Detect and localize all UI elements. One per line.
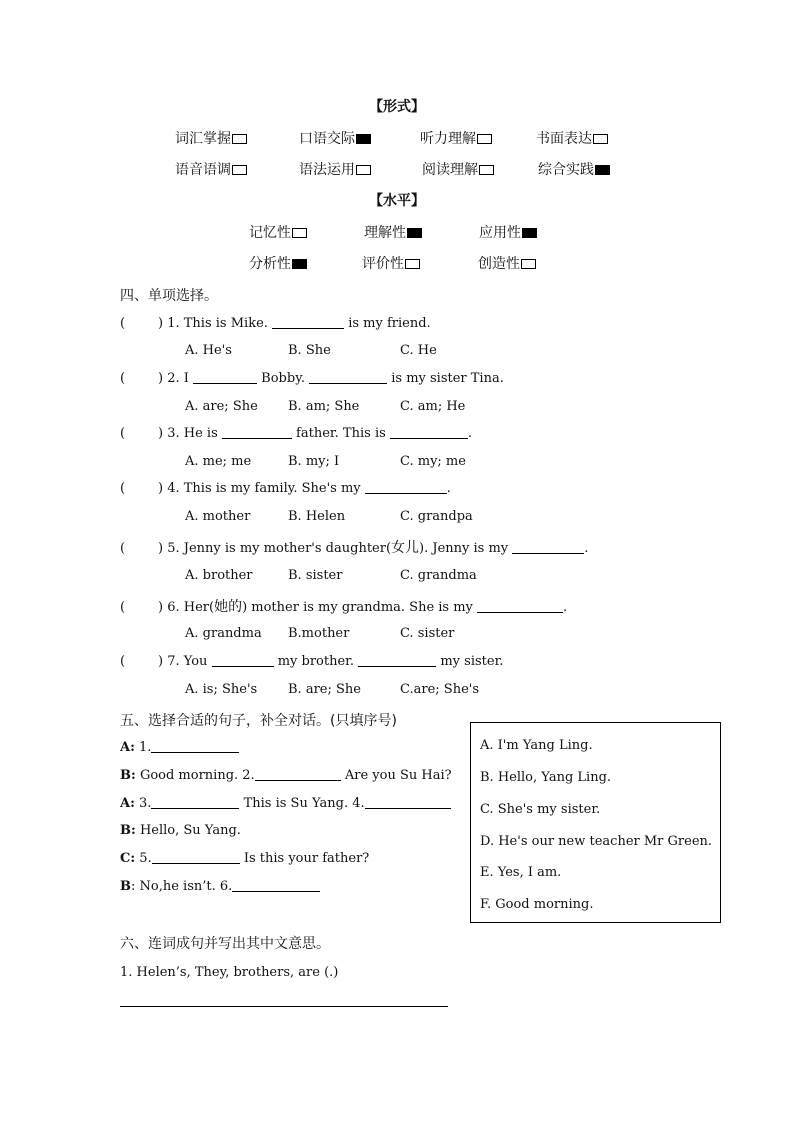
answer-blank[interactable] bbox=[365, 481, 447, 494]
checkbox-checked-icon bbox=[356, 134, 371, 144]
checkbox-icon bbox=[477, 134, 492, 144]
dialogue-line: B: Good morning. 2. Are you Su Hai? bbox=[120, 768, 452, 783]
option-c: C.are; She's bbox=[400, 682, 480, 697]
form-item[interactable]: 书面表达 bbox=[536, 128, 608, 148]
option-c: C. my; me bbox=[400, 454, 466, 469]
question-5: ( ) 5. Jenny is my mother's daughter(女儿). Jenny is my . bbox=[120, 540, 589, 556]
option-c: C. am; He bbox=[400, 399, 466, 414]
answer-blank[interactable] bbox=[222, 426, 292, 439]
options-6 bbox=[185, 626, 454, 641]
option-a: A. grandma bbox=[185, 626, 262, 641]
question-1: ( ) 1. This is Mike. is my friend. bbox=[120, 316, 431, 331]
answer-blank[interactable] bbox=[255, 768, 341, 781]
option-c: C. grandpa bbox=[400, 509, 473, 524]
option-a: A. is; She's bbox=[185, 682, 258, 697]
section5-title: 五、选择合适的句子，补全对话。(只填序号) bbox=[120, 713, 397, 729]
checkbox-checked-icon bbox=[522, 228, 537, 238]
checkbox-icon bbox=[292, 228, 307, 238]
question-7: ( ) 7. You my brother. my sister. bbox=[120, 654, 504, 669]
dialogue-line: B: No,he isn’t. 6. bbox=[120, 879, 320, 894]
level-item[interactable]: 创造性 bbox=[478, 253, 536, 273]
checkbox-checked-icon bbox=[292, 259, 307, 269]
checkbox-icon bbox=[232, 165, 247, 175]
checkbox-icon bbox=[356, 165, 371, 175]
option-a: A. are; She bbox=[185, 399, 258, 414]
option-c: C. He bbox=[400, 343, 437, 358]
level-item[interactable]: 应用性 bbox=[479, 222, 537, 242]
choice-f: F. Good morning. bbox=[480, 897, 594, 912]
level-item[interactable]: 分析性 bbox=[249, 253, 307, 273]
answer-blank[interactable] bbox=[358, 654, 436, 667]
option-b: B. She bbox=[288, 343, 331, 358]
level-item[interactable]: 理解性 bbox=[364, 222, 422, 242]
form-item[interactable]: 口语交际 bbox=[299, 128, 371, 148]
option-a: A. mother bbox=[185, 509, 251, 524]
option-a: A. me; me bbox=[185, 454, 252, 469]
level-item[interactable]: 记忆性 bbox=[249, 222, 307, 242]
answer-blank[interactable] bbox=[365, 796, 451, 809]
options-7 bbox=[185, 682, 479, 697]
answer-blank[interactable] bbox=[232, 879, 320, 892]
checkbox-icon bbox=[405, 259, 420, 269]
form-item[interactable]: 语音语调 bbox=[175, 159, 247, 179]
form-item[interactable]: 语法运用 bbox=[299, 159, 371, 179]
option-c: C. sister bbox=[400, 626, 455, 641]
answer-blank[interactable] bbox=[212, 654, 274, 667]
option-a: A. brother bbox=[185, 568, 253, 583]
answer-blank[interactable] bbox=[193, 371, 257, 384]
question-2: ( ) 2. I Bobby. is my sister Tina. bbox=[120, 371, 504, 386]
dialogue-line: B: Hello, Su Yang. bbox=[120, 823, 241, 838]
options-5 bbox=[185, 568, 477, 583]
option-b: B. are; She bbox=[288, 682, 361, 697]
form-section-title: 【形式】 bbox=[369, 99, 425, 115]
option-b: B. sister bbox=[288, 568, 343, 583]
section6-title: 六、连词成句并写出其中文意思。 bbox=[120, 936, 330, 952]
answer-blank[interactable] bbox=[152, 851, 240, 864]
question-6: ( ) 6. Her(她的) mother is my grandma. She is my . bbox=[120, 599, 568, 615]
answer-blank[interactable] bbox=[390, 426, 468, 439]
dialogue-line: A: 3. This is Su Yang. 4. bbox=[120, 796, 451, 811]
option-b: B. am; She bbox=[288, 399, 360, 414]
option-b: B.mother bbox=[288, 626, 350, 641]
dialogue-line: A: 1. bbox=[120, 740, 239, 755]
form-item[interactable]: 阅读理解 bbox=[422, 159, 494, 179]
options-4 bbox=[185, 509, 473, 524]
section6-question-1: 1. Helen’s, They, brothers, are (.) bbox=[120, 965, 339, 980]
option-b: B. my; I bbox=[288, 454, 340, 469]
question-3: ( ) 3. He is father. This is . bbox=[120, 426, 473, 441]
checkbox-checked-icon bbox=[595, 165, 610, 175]
option-a: A. He's bbox=[185, 343, 232, 358]
checkbox-checked-icon bbox=[407, 228, 422, 238]
form-item[interactable]: 综合实践 bbox=[538, 159, 610, 179]
options-1 bbox=[185, 343, 437, 358]
choice-d: D. He's our new teacher Mr Green. bbox=[480, 834, 713, 849]
option-c: C. grandma bbox=[400, 568, 477, 583]
answer-blank[interactable] bbox=[151, 796, 239, 809]
options-2 bbox=[185, 399, 465, 414]
checkbox-icon bbox=[232, 134, 247, 144]
choice-b: B. Hello, Yang Ling. bbox=[480, 770, 612, 785]
dialogue-line: C: 5. Is this your father? bbox=[120, 851, 370, 866]
options-3 bbox=[185, 454, 466, 469]
checkbox-icon bbox=[521, 259, 536, 269]
choice-a: A. I'm Yang Ling. bbox=[480, 738, 593, 753]
choice-e: E. Yes, I am. bbox=[480, 865, 562, 880]
level-section-title: 【水平】 bbox=[369, 193, 425, 209]
option-b: B. Helen bbox=[288, 509, 346, 524]
form-item[interactable]: 词汇掌握 bbox=[175, 128, 247, 148]
question-4: ( ) 4. This is my family. She's my . bbox=[120, 481, 451, 496]
section4-title: 四、单项选择。 bbox=[120, 288, 218, 304]
checkbox-icon bbox=[479, 165, 494, 175]
choices-box bbox=[470, 722, 721, 923]
level-item[interactable]: 评价性 bbox=[362, 253, 420, 273]
answer-blank[interactable] bbox=[512, 541, 584, 554]
checkbox-icon bbox=[593, 134, 608, 144]
answer-blank[interactable] bbox=[151, 740, 239, 753]
answer-blank[interactable] bbox=[272, 316, 344, 329]
answer-blank[interactable] bbox=[477, 600, 563, 613]
choice-c: C. She's my sister. bbox=[480, 802, 601, 817]
answer-line[interactable] bbox=[120, 1006, 448, 1007]
form-item[interactable]: 听力理解 bbox=[420, 128, 492, 148]
answer-blank[interactable] bbox=[309, 371, 387, 384]
